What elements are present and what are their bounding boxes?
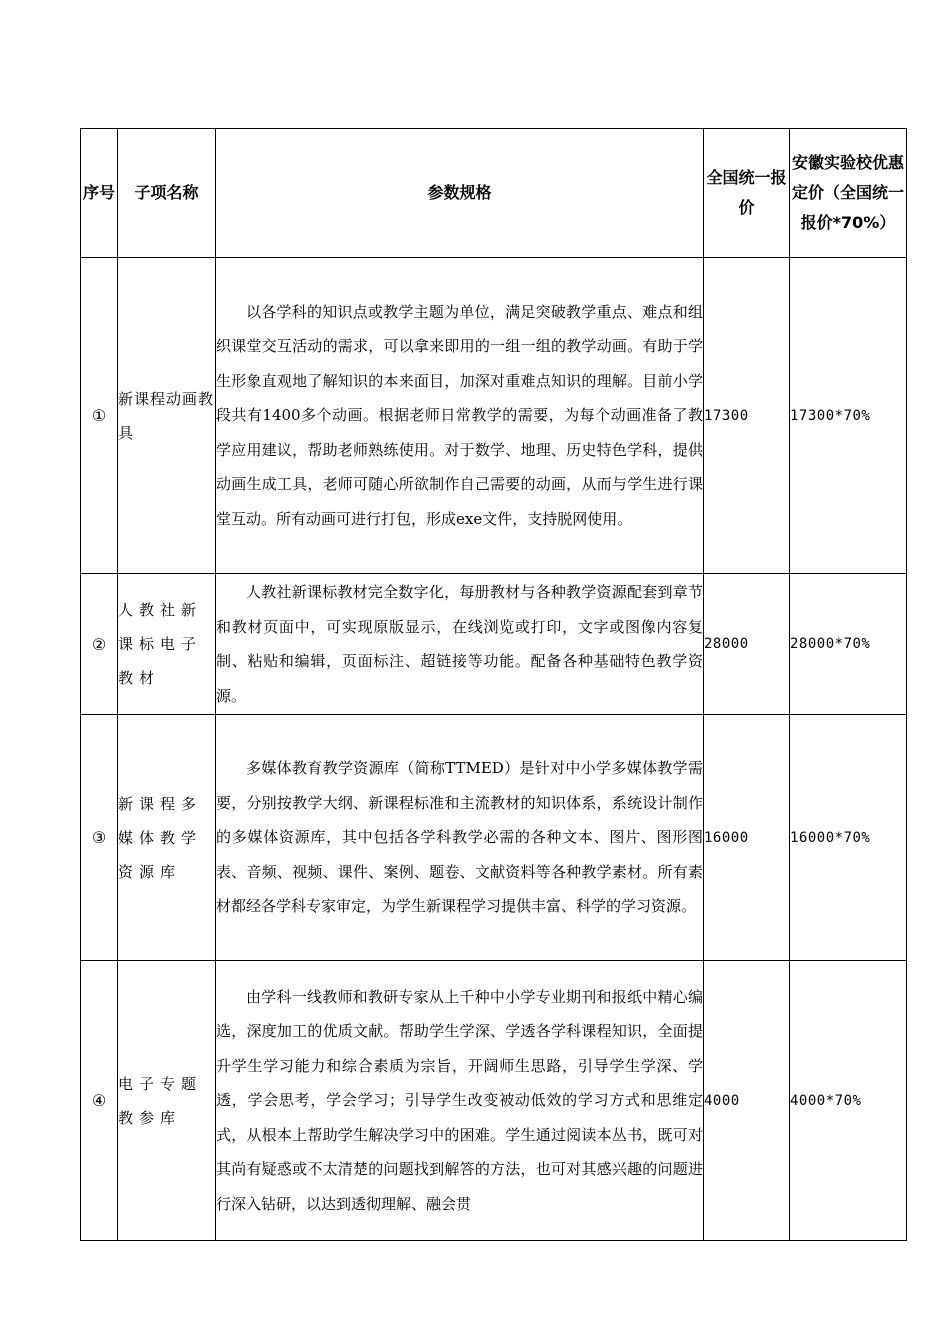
row-num: ④ [81,961,118,1241]
row-name: 新课程动画教具 [118,258,216,574]
row-national-price: 17300 [704,258,790,574]
pricing-spec-table [80,128,907,1241]
table-row [81,715,907,961]
header-spec: 参数规格 [216,129,704,258]
table-row [81,574,907,715]
row-spec: 多媒体教育教学资源库（简称TTMED）是针对中小学多媒体教学需要，分别按教学大纲、新课程标准和主流教材的知识体系，系统设计制作的多媒体资源库，其中包括各学科教学必需的各种文本、图片、图形图表、音频、视频、课件、案例、题卷、文献资料等各种教学素材。所有素材都经各学科专家审定，为学生新课程学习提供丰富、科学的学习资源。 [216,715,704,961]
row-national-price: 16000 [704,715,790,961]
row-num: ① [81,258,118,574]
row-anhui-price: 4000*70% [790,961,907,1241]
header-national-price: 全国统一报价 [704,129,790,258]
row-name: 人教社新课标电子教材 [118,574,216,715]
row-anhui-price: 28000*70% [790,574,907,715]
row-name: 电子专题教参库 [118,961,216,1241]
row-num: ② [81,574,118,715]
row-anhui-price: 16000*70% [790,715,907,961]
header-anhui-price: 安徽实验校优惠定价（全国统一报价*70%） [790,129,907,258]
row-national-price: 28000 [704,574,790,715]
row-spec: 人教社新课标教材完全数字化，每册教材与各种教学资源配套到章节和教材页面中，可实现原版显示，在线浏览或打印，文字或图像内容复制、粘贴和编辑，页面标注、超链接等功能。配备各种基础特色教学资源。 [216,574,704,715]
table-row [81,258,907,574]
header-num: 序号 [81,129,118,258]
row-name: 新课程多媒体教学资源库 [118,715,216,961]
row-anhui-price: 17300*70% [790,258,907,574]
header-row [81,129,907,258]
table-row [81,961,907,1241]
row-num: ③ [81,715,118,961]
row-spec: 以各学科的知识点或教学主题为单位，满足突破教学重点、难点和组织课堂交互活动的需求，可以拿来即用的一组一组的教学动画。有助于学生形象直观地了解知识的本来面目，加深对重难点知识的理解。目前小学段共有1400多个动画。根据老师日常教学的需要，为每个动画准备了教学应用建议，帮助老师熟练使用。对于数学、地理、历史特色学科，提供动画生成工具，老师可随心所欲制作自己需要的动画，从而与学生进行课堂互动。所有动画可进行打包，形成exe文件，支持脱网使用。 [216,258,704,574]
row-spec: 由学科一线教师和教研专家从上千种中小学专业期刊和报纸中精心编选，深度加工的优质文献。帮助学生学深、学透各学科课程知识，全面提升学生学习能力和综合素质为宗旨，开阔师生思路，引导学生学深、学透，学会思考，学会学习；引导学生改变被动低效的学习方式和思维定式，从根本上帮助学生解决学习中的困难。学生通过阅读本丛书，既可对其尚有疑惑或不太清楚的问题找到解答的方法，也可对其感兴趣的问题进行深入钻研，以达到透彻理解、融会贯 [216,961,704,1241]
row-national-price: 4000 [704,961,790,1241]
header-name: 子项名称 [118,129,216,258]
